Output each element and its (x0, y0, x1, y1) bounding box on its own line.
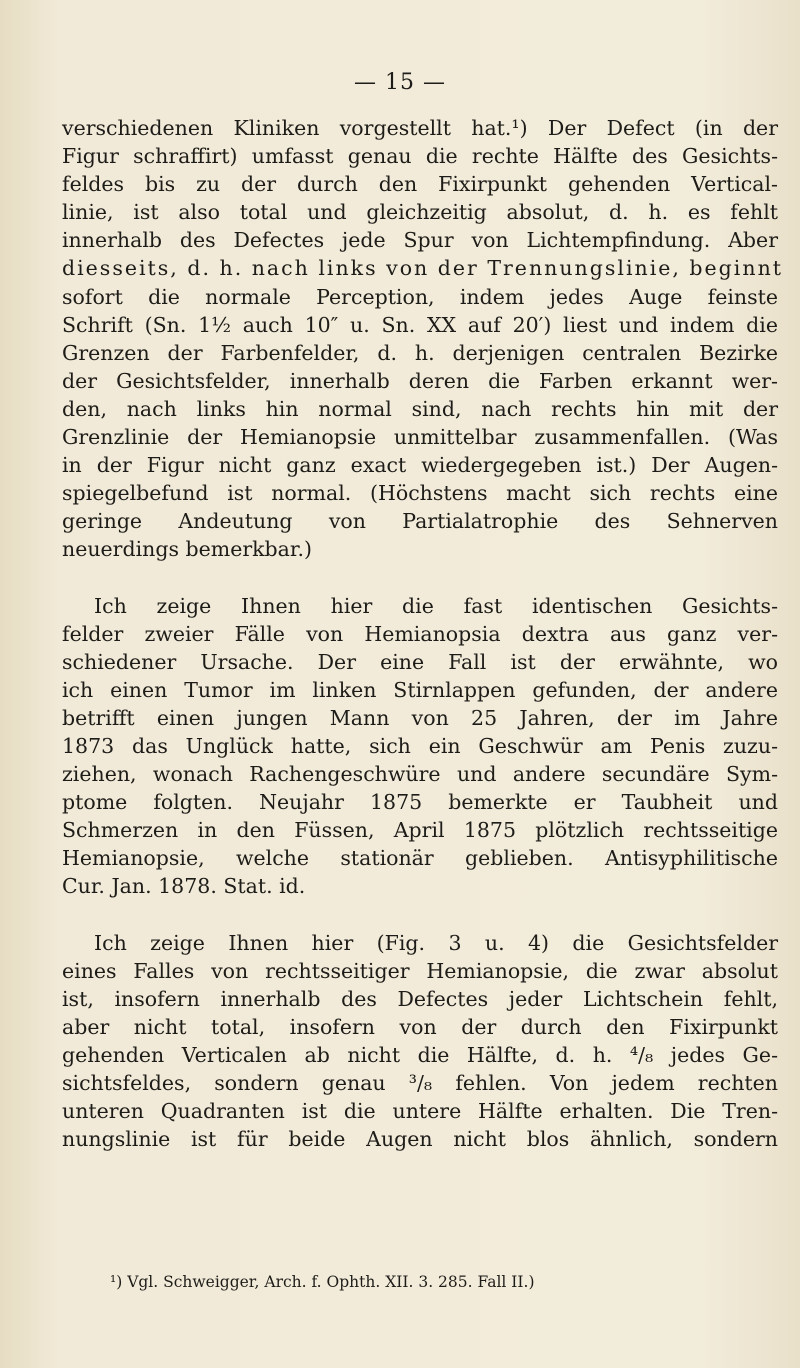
text-line: ptome folgten. Neujahr 1875 bemerkte er Taubheit und (62, 790, 778, 815)
body-text (62, 114, 784, 1153)
text-line: den, nach links hin normal sind, nach rechts hin mit der (62, 396, 778, 421)
footnote: ¹) Vgl. Schweigger, Arch. f. Ophth. XII. 3. 285. Fall II.) (110, 1273, 535, 1291)
text-line: Ich zeige Ihnen hier die fast identischen Gesichts- (94, 593, 778, 618)
paragraph-gap (62, 564, 778, 592)
text-line: feldes bis zu der durch den Fixirpunkt gehenden Vertical- (62, 172, 778, 197)
text-line: schiedener Ursache. Der eine Fall ist der erwähnte, wo (62, 649, 778, 674)
text-line: Cur. Jan. 1878. Stat. id. (62, 874, 306, 899)
text-line: Hemianopsie, welche stationär geblieben. Antisyphilitische (62, 846, 778, 871)
text-line: eines Falles von rechtsseitiger Hemianopsie, die zwar absolut (62, 958, 778, 983)
text-line: diesseits, d. h. nach links von der Trennungslinie, beginnt (62, 256, 784, 281)
paragraph-2 (62, 592, 778, 901)
text-line: unteren Quadranten ist die untere Hälfte erhalten. Die Tren- (62, 1099, 778, 1124)
text-line: ziehen, wonach Rachengeschwüre und andere secundäre Sym- (62, 762, 778, 787)
text-line: Figur schraffirt) umfasst genau die rechte Hälfte des Gesichts- (62, 144, 778, 169)
text-line: felder zweier Fälle von Hemianopsia dextra aus ganz ver- (62, 621, 778, 646)
paragraph-3 (62, 929, 778, 1154)
text-line: geringe Andeutung von Partialatrophie des Sehnerven (62, 509, 778, 534)
paragraph-1 (62, 114, 784, 564)
text-line: neuerdings bemerkbar.) (62, 537, 312, 562)
text-line: Grenzen der Farbenfelder, d. h. derjenigen centralen Bezirke (62, 340, 778, 365)
text-line: ich einen Tumor im linken Stirnlappen gefunden, der andere (62, 677, 778, 702)
text-line: nungslinie ist für beide Augen nicht blos ähnlich, sondern (62, 1127, 778, 1152)
text-line: sofort die normale Perception, indem jedes Auge feinste (62, 284, 778, 309)
text-line: der Gesichtsfelder, innerhalb deren die Farben erkannt wer- (62, 368, 778, 393)
text-line: Ich zeige Ihnen hier (Fig. 3 u. 4) die Gesichtsfelder (94, 930, 778, 955)
text-line: 1873 das Unglück hatte, sich ein Geschwür am Penis zuzu- (62, 733, 778, 758)
text-line: aber nicht total, insofern von der durch den Fixirpunkt (62, 1014, 778, 1039)
text-line: Schmerzen in den Füssen, April 1875 plötzlich rechtsseitige (62, 818, 778, 843)
page-number: — 15 — (354, 70, 446, 95)
paragraph-gap (62, 901, 778, 929)
text-line: linie, ist also total und gleichzeitig absolut, d. h. es fehlt (62, 200, 778, 225)
text-line: sichtsfeldes, sondern genau ³/₈ fehlen. Von jedem rechten (62, 1071, 778, 1095)
text-line: innerhalb des Defectes jede Spur von Lichtempfindung. Aber (62, 228, 778, 253)
text-line: gehenden Verticalen ab nicht die Hälfte, d. h. ⁴/₈ jedes Ge- (62, 1042, 778, 1067)
text-line: betrifft einen jungen Mann von 25 Jahren, der im Jahre (62, 705, 778, 730)
text-line: in der Figur nicht ganz exact wiedergegeben ist.) Der Augen- (62, 453, 778, 478)
text-line: Schrift (Sn. 1½ auch 10″ u. Sn. XX auf 20′) liest und indem die (62, 312, 778, 337)
text-line: ist, insofern innerhalb des Defectes jeder Lichtschein fehlt, (62, 986, 778, 1011)
text-line: verschiedenen Kliniken vorgestellt hat.¹) Der Defect (in der (62, 116, 778, 140)
text-line: Grenzlinie der Hemianopsie unmittelbar zusammenfallen. (Was (62, 425, 778, 450)
text-line: spiegelbefund ist normal. (Höchstens macht sich rechts eine (62, 481, 778, 506)
